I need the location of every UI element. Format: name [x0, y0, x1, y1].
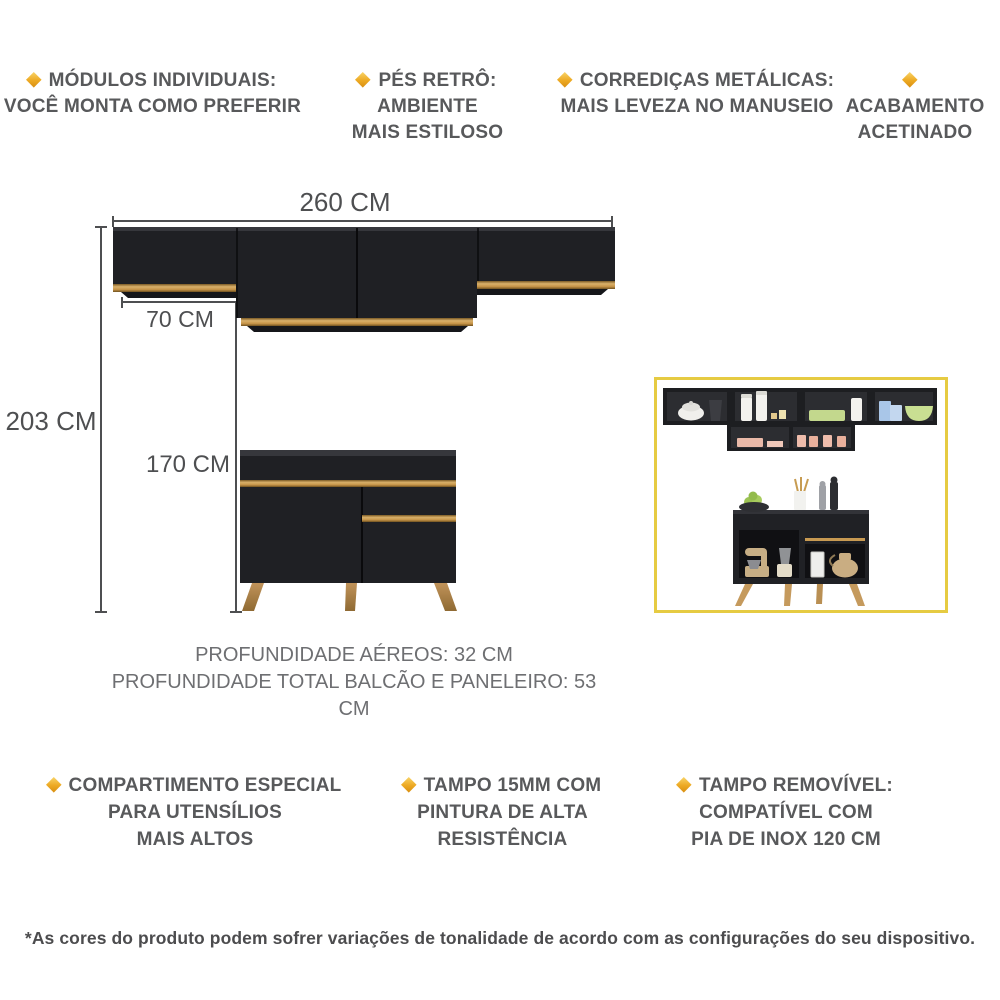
retro-leg [816, 584, 823, 604]
feature-text: COMPATÍVEL COM [699, 802, 873, 823]
feature-line [390, 772, 615, 799]
inset-product-photo [654, 377, 948, 613]
retro-leg [242, 583, 264, 611]
inset-photo-svg [657, 380, 945, 610]
diamond-bullet-icon [557, 72, 573, 88]
feature-text: PIA DE INOX 120 CM [691, 829, 881, 850]
dimension-total-width [113, 216, 612, 227]
retro-leg [735, 584, 753, 606]
wood-trim-drawer [805, 538, 865, 541]
feature-text: MÓDULOS INDIVIDUAIS: [48, 70, 277, 91]
feature-text: COMPARTIMENTO ESPECIAL [68, 775, 342, 796]
feature-text: PINTURA DE ALTA [417, 802, 588, 823]
feature-text: TAMPO 15MM COM [423, 775, 602, 796]
diamond-bullet-icon [355, 72, 371, 88]
feature-top-metal-slides [553, 68, 841, 120]
feature-top-individual-modules [0, 68, 305, 120]
wood-trim [113, 284, 236, 292]
feature-text: ACABAMENTO [845, 96, 985, 117]
feature-bottom-removable-top [656, 772, 916, 853]
wood-trim [477, 281, 615, 289]
label-total-width: 260 CM [299, 187, 391, 217]
feature-text: TAMPO REMOVÍVEL: [699, 775, 893, 796]
footnote: *As cores do produto podem sofrer variações de tonalidade de acordo com as configurações do seu dispositivo. [24, 928, 976, 948]
feature-top-satin-finish [836, 68, 994, 146]
retro-leg [434, 583, 457, 611]
feature-text: MAIS ALTOS [136, 829, 254, 850]
feature-text: PÉS RETRÔ: AMBIENTE [377, 70, 497, 117]
label-left-module-width: 70 CM [146, 306, 214, 332]
feature-bottom-tall-compartment [30, 772, 360, 853]
label-counter-height: 170 CM [145, 451, 231, 478]
feature-text: MAIS ESTILOSO [351, 122, 504, 143]
feature-bottom-15mm-top [390, 772, 615, 853]
feature-top-retro-feet [310, 68, 545, 146]
aerial-cabinet-right [477, 227, 615, 295]
feature-text: VOCÊ MONTA COMO PREFERIR [3, 96, 302, 117]
feature-text: RESISTÊNCIA [437, 829, 568, 850]
wood-trim-drawer [362, 515, 456, 522]
dimension-drawing [0, 180, 700, 640]
aerial-cabinet-center [236, 227, 477, 332]
countertop [240, 450, 456, 456]
wood-trim [240, 480, 456, 487]
depth-note-aereos: PROFUNDIDADE AÉREOS: 32 CM [195, 644, 513, 666]
feature-line [836, 68, 994, 120]
aerial-cabinet-left [113, 227, 236, 298]
retro-leg [784, 584, 792, 606]
base-cabinet [733, 477, 869, 607]
countertop-items [739, 477, 838, 513]
feature-line [553, 68, 841, 94]
diamond-bullet-icon [902, 72, 918, 88]
feature-text: CORREDIÇAS METÁLICAS: [579, 70, 835, 91]
feature-line [310, 68, 545, 120]
retro-leg [345, 583, 357, 611]
depth-notes [104, 642, 604, 723]
diamond-bullet-icon [401, 777, 417, 793]
diamond-bullet-icon [46, 777, 62, 793]
dimension-drawing-svg [0, 180, 700, 640]
dimension-total-height [95, 227, 107, 612]
feature-line [656, 772, 916, 799]
wood-trim [241, 318, 473, 326]
feature-text: MAIS LEVEZA NO MANUSEIO [560, 96, 834, 117]
counter-cabinet [240, 450, 457, 611]
feature-text: ACETINADO [857, 122, 973, 143]
retro-leg [849, 584, 865, 606]
depth-note-balcao: PROFUNDIDADE TOTAL BALCÃO E PANELEIRO: 53 CM [111, 671, 597, 720]
diamond-bullet-icon [26, 72, 42, 88]
label-total-height: 203 CM [5, 406, 97, 436]
diamond-bullet-icon [676, 777, 692, 793]
feature-line [0, 68, 305, 94]
feature-text: PARA UTENSÍLIOS [107, 802, 282, 823]
feature-line [30, 772, 360, 799]
wall-shelf-unit [663, 388, 937, 451]
